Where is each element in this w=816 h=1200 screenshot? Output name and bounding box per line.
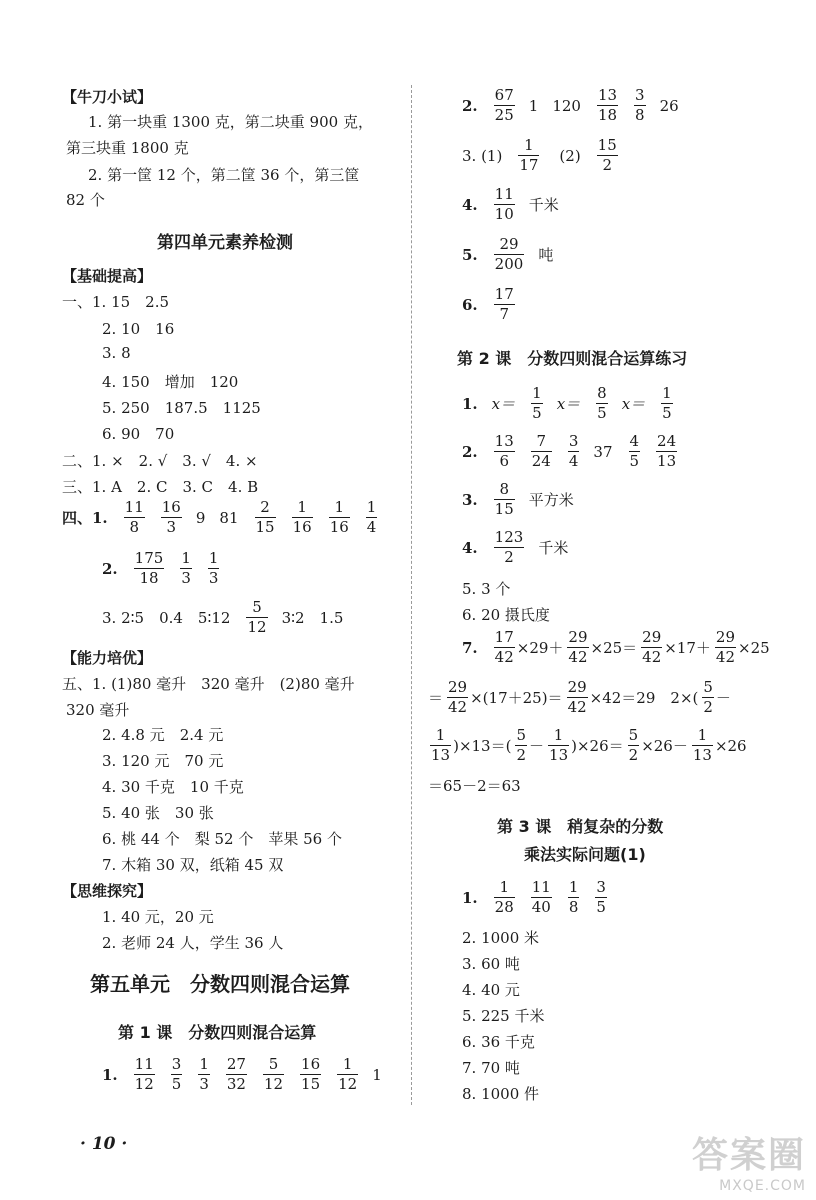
fraction (597, 88, 618, 123)
fraction (366, 500, 378, 535)
fraction (656, 434, 677, 469)
fraction (494, 482, 515, 517)
numerator: 1 (199, 1055, 209, 1073)
l3-answer-7: 7. 70 吨 (462, 1059, 520, 1077)
numerator: 13 (597, 86, 618, 104)
r-answer-4: 4. $\frac{11}{10}$ 千米 (462, 185, 559, 223)
value: ×26 (714, 736, 747, 755)
fraction (567, 680, 588, 715)
fraction (494, 187, 515, 222)
denominator: 8 (568, 898, 579, 916)
try-header: 【牛刀小试】 (62, 88, 153, 106)
denominator: 5 (597, 404, 607, 422)
numerator: 16 (301, 1055, 321, 1073)
denominator: 18 (139, 569, 159, 587)
numerator: 5 (703, 678, 713, 696)
try-answer-2-cont: 82 个 (66, 191, 105, 209)
l3-answer-1: 1. $\frac{1}{28}$ $\frac{11}{40}$ $\frac{1}{8}$ $\frac{3}{5}$ (462, 880, 635, 915)
numerator: 5 (628, 726, 639, 744)
l2-answer-4: 4. $\frac{123}{2}$ 千米 (462, 528, 569, 566)
l2-answer-6: 6. 20 摄氏度 (462, 606, 550, 624)
denominator: 15 (255, 518, 275, 536)
numerator: 5 (246, 600, 267, 618)
l3-answer-6: 6. 36 千克 (462, 1033, 535, 1051)
basic-1-4: 4. 150 增加 120 (102, 373, 239, 391)
fraction (198, 1057, 210, 1092)
r-answer-2: 2. $\frac{67}{25}$ 1 120 $\frac{13}{18}$ $\frac{3}{8}$ 26 (462, 88, 707, 123)
fraction (702, 680, 714, 715)
fraction (329, 500, 350, 535)
numerator: 1 (208, 549, 219, 567)
watermark-logo (692, 1127, 806, 1194)
try-answer-1-cont: 第三块重 1800 克 (66, 139, 189, 157)
denominator: 3 (181, 569, 191, 587)
fraction (548, 728, 569, 763)
value: )×13＝( (453, 737, 512, 755)
lesson2-title: 第 2 课 分数四则混合运算练习 (457, 349, 688, 368)
expression (492, 630, 772, 665)
denominator: 5 (662, 404, 672, 422)
value: 26 (659, 96, 679, 115)
think-2: 2. 老师 24 人，学生 36 人 (102, 934, 284, 952)
denominator: 32 (226, 1075, 246, 1093)
fraction (134, 551, 165, 586)
denominator: 3 (166, 518, 177, 536)
think-header: 【思维探究】 (62, 882, 153, 900)
fraction (595, 880, 607, 915)
fraction-list (492, 880, 621, 915)
value: － (529, 737, 545, 755)
denominator: 2 (602, 156, 612, 174)
fraction (518, 138, 539, 173)
fraction (494, 880, 515, 915)
fraction (161, 500, 182, 535)
denominator: 8 (129, 518, 139, 536)
numerator: 7 (531, 434, 552, 452)
numerator: 29 (448, 678, 468, 696)
numerator: 5 (516, 726, 527, 744)
numerator: 29 (567, 678, 587, 696)
fraction (246, 600, 267, 635)
numerator: 11 (531, 878, 551, 896)
fraction (515, 728, 527, 763)
basic-1-3: 3. 8 (102, 344, 131, 362)
numerator: 16 (161, 498, 181, 516)
denominator: 10 (494, 205, 514, 223)
numerator: 17 (494, 628, 514, 646)
denominator: 25 (494, 106, 514, 124)
denominator: 42 (715, 648, 736, 666)
fraction (629, 434, 641, 469)
numerator: 123 (494, 528, 524, 546)
fraction (292, 500, 313, 535)
numerator: 3 (568, 432, 579, 450)
numerator: 15 (597, 136, 617, 154)
numerator: 1 (568, 878, 579, 896)
r-answer-5: 5. $\frac{29}{200}$ 吨 (462, 235, 554, 273)
numerator: 1 (292, 500, 313, 518)
denominator: 2 (516, 746, 527, 764)
denominator: 200 (494, 255, 524, 273)
unit5-title: 第五单元 分数四则混合运算 (90, 972, 350, 996)
denominator: 28 (494, 898, 514, 916)
fraction-list (132, 551, 234, 586)
denominator: 24 (531, 452, 551, 470)
ability-5-6: 6. 桃 44 个 梨 52 个 苹果 56 个 (102, 830, 342, 848)
numerator: 1 (548, 728, 569, 746)
column-divider (411, 85, 412, 1105)
numerator: 1 (181, 549, 191, 567)
fraction (171, 1057, 183, 1092)
denominator: 42 (494, 648, 514, 666)
fraction (494, 237, 525, 272)
fraction (226, 1057, 247, 1092)
denominator: 13 (431, 746, 451, 764)
value: ×42＝29 2×( (589, 689, 699, 707)
numerator: 3 (596, 878, 606, 896)
fraction (715, 630, 736, 665)
basic-3: 三、1. A 2. C 3. C 4. B (62, 478, 259, 496)
fraction-list (122, 500, 392, 535)
denominator: 4 (366, 518, 377, 536)
fraction (337, 1057, 358, 1092)
l3-answer-2: 2. 1000 米 (462, 929, 540, 947)
fraction (641, 630, 662, 665)
numerator: 67 (494, 86, 514, 104)
basic-4-2: 2. $\frac{175}{18}$ $\frac{1}{3}$ $\frac{1}{3}$ (102, 551, 247, 586)
lesson1-answer-1: 1. $\frac{11}{12}$ $\frac{3}{5}$ $\frac{1}{3}$ $\frac{27}{32}$ $\frac{5}{12}$ $\frac{16}{15}$ $\frac{1}{12}$ 1 (102, 1057, 410, 1092)
l2-answer-7-line3 (428, 728, 763, 763)
numerator: 24 (657, 432, 677, 450)
ability-5-1-cont: 320 毫升 (66, 701, 130, 719)
expression (428, 680, 733, 715)
denominator: 42 (448, 698, 468, 716)
numerator: 1 (662, 384, 672, 402)
fraction (180, 551, 192, 586)
numerator: 1 (518, 138, 539, 156)
value: ×(17＋25)＝ (470, 689, 563, 707)
numerator: 1 (329, 500, 350, 518)
fraction (692, 728, 713, 763)
numerator: 11 (494, 185, 514, 203)
page-number: · 10 · (80, 1134, 128, 1154)
fraction (134, 1057, 155, 1092)
ability-5-3: 3. 120 元 70 元 (102, 752, 224, 770)
value: 1 (528, 96, 539, 115)
basic-4-3: 3. 2∶5 0.4 5∶12 $\frac{5}{12}$ 3∶2 1.5 (102, 598, 344, 636)
numerator: 13 (494, 432, 514, 450)
fraction (661, 386, 673, 421)
denominator: 5 (171, 1075, 182, 1093)
denominator: 15 (494, 500, 514, 518)
value: ×25 (738, 638, 770, 657)
ability-header: 【能力培优】 (62, 649, 153, 667)
numerator: 29 (642, 628, 662, 646)
numerator: 1 (430, 728, 451, 746)
value: 120 (552, 96, 581, 115)
fraction (531, 386, 543, 421)
denominator: 8 (635, 106, 645, 124)
fraction (568, 434, 580, 469)
l2-answer-7-line2 (428, 680, 747, 715)
value: 9 (195, 508, 206, 527)
numerator: 8 (597, 384, 607, 402)
ability-5-2: 2. 4.8 元 2.4 元 (102, 726, 224, 744)
value: )×26＝ (571, 737, 624, 755)
numerator: 29 (494, 237, 525, 255)
basic-1-1: 一、1. 15 2.5 (62, 293, 170, 311)
denominator: 7 (499, 305, 509, 323)
value: ＝ (428, 689, 444, 707)
basic-1-2: 2. 10 16 (102, 320, 175, 338)
denominator: 2 (628, 746, 639, 764)
try-answer-2: 2. 第一筐 12 个，第二筐 36 个，第三筐 (88, 166, 360, 184)
fraction (494, 434, 515, 469)
numerator: 3 (635, 86, 645, 104)
denominator: 13 (657, 452, 677, 470)
value: ×29＋ (516, 639, 564, 657)
fraction (494, 88, 515, 123)
numerator: 4 (629, 432, 640, 450)
fraction (494, 287, 515, 322)
denominator: 13 (692, 746, 712, 764)
value: － (715, 689, 731, 707)
denominator: 18 (597, 106, 618, 124)
denominator: 5 (532, 404, 542, 422)
ability-5-4: 4. 30 千克 10 千克 (102, 778, 244, 796)
denominator: 6 (499, 452, 509, 470)
denominator: 12 (338, 1075, 358, 1093)
fraction-list (132, 1057, 396, 1092)
try-answer-1: 1. 第一块重 1300 克，第二块重 900 克， (88, 113, 373, 131)
denominator: 40 (531, 898, 551, 916)
denominator: 42 (567, 698, 587, 716)
fraction (597, 138, 618, 173)
fraction (124, 500, 145, 535)
numerator: 1 (366, 498, 377, 516)
ability-5-5: 5. 40 张 30 张 (102, 804, 214, 822)
l2-answer-1: 1. x＝ $\frac{1}{5}$ x＝ $\frac{8}{5}$ x＝ $\frac{1}{5}$ (462, 384, 672, 422)
numerator: 29 (568, 628, 588, 646)
value: ×17＋ (664, 639, 711, 657)
fraction-list (492, 434, 691, 469)
denominator: 42 (568, 648, 588, 666)
numerator: 1 (692, 728, 713, 746)
fraction (596, 386, 608, 421)
numerator: 29 (715, 628, 736, 646)
l2-answer-7-line1: 7. $\frac{17}{42}$ ×29＋ $\frac{29}{42}$ ×25＝ $\frac{29}{42}$ ×17＋ $\frac{29}{42}$ ×25 (462, 628, 770, 666)
fraction (263, 1057, 284, 1092)
denominator: 17 (519, 156, 539, 174)
l3-answer-4: 4. 40 元 (462, 981, 520, 999)
watermark-url: MXQE.COM (719, 1178, 806, 1194)
denominator: 3 (199, 1075, 209, 1093)
l2-answer-5: 5. 3 个 (462, 580, 511, 598)
denominator: 2 (504, 548, 514, 566)
fraction (494, 630, 515, 665)
value: 37 (593, 442, 613, 461)
denominator: 16 (329, 518, 349, 536)
basic-1-5: 5. 250 187.5 1125 (102, 399, 261, 417)
numerator: 3 (171, 1055, 182, 1073)
numerator: 11 (124, 498, 144, 516)
ability-5-7: 7. 木箱 30 双，纸箱 45 双 (102, 856, 284, 874)
value: ×25＝ (590, 639, 638, 657)
numerator: 17 (494, 285, 514, 303)
denominator: 2 (703, 698, 713, 716)
numerator: 1 (494, 880, 515, 898)
unit4-title: 第四单元素养检测 (157, 233, 293, 253)
fraction (634, 88, 646, 123)
denominator: 16 (292, 518, 312, 536)
think-1: 1. 40 元，20 元 (102, 908, 214, 926)
fraction (494, 530, 525, 565)
denominator: 4 (568, 452, 579, 470)
numerator: 1 (532, 384, 542, 402)
denominator: 13 (549, 746, 569, 764)
numerator: 27 (226, 1055, 246, 1073)
l2-answer-3: 3. $\frac{8}{15}$ 平方米 (462, 480, 574, 518)
r-answer-3: 3. (1) $\frac{1}{17}$ (2) $\frac{15}{2}$ (462, 136, 617, 174)
watermark-text: 答案圈 (691, 1135, 806, 1176)
fraction (531, 434, 552, 469)
numerator: 8 (494, 482, 515, 500)
basic-2: 二、1. × 2. √ 3. √ 4. × (62, 452, 258, 470)
l2-answer-7-line4: ＝65－2＝63 (428, 777, 521, 795)
fraction (208, 551, 220, 586)
fraction (447, 680, 468, 715)
denominator: 12 (134, 1075, 154, 1093)
denominator: 5 (629, 452, 640, 470)
l3-answer-3: 3. 60 吨 (462, 955, 520, 973)
denominator: 12 (247, 618, 267, 636)
fraction (430, 728, 451, 763)
r-answer-6: 6. $\frac{17}{7}$ (462, 285, 514, 323)
value: 81 (219, 508, 239, 527)
fraction (567, 630, 588, 665)
basic-header: 【基础提高】 (62, 267, 153, 285)
fraction-list (492, 88, 693, 123)
value: ×26－ (641, 737, 688, 755)
fraction (300, 1057, 321, 1092)
ability-5-1: 五、1. (1)80 毫升 320 毫升 (2)80 毫升 (62, 675, 355, 693)
lesson3-title: 第 3 课 稍复杂的分数 (497, 817, 664, 836)
l2-answer-2: 2. $\frac{13}{6}$ $\frac{7}{24}$ $\frac{3}{4}$ 37 $\frac{4}{5}$ $\frac{24}{13}$ (462, 434, 705, 469)
value: 1 (372, 1065, 382, 1084)
l3-answer-5: 5. 225 千米 (462, 1007, 545, 1025)
denominator: 12 (263, 1075, 284, 1093)
l3-answer-8: 8. 1000 件 (462, 1085, 540, 1103)
denominator: 15 (301, 1075, 321, 1093)
lesson3-subtitle: 乘法实际问题(1) (524, 845, 646, 864)
fraction (568, 880, 580, 915)
numerator: 2 (255, 500, 276, 518)
numerator: 175 (134, 549, 164, 567)
denominator: 5 (596, 898, 606, 916)
basic-1-6: 6. 90 70 (102, 425, 175, 443)
denominator: 3 (208, 569, 219, 587)
numerator: 11 (134, 1055, 154, 1073)
fraction (628, 728, 640, 763)
denominator: 42 (642, 648, 662, 666)
expression (428, 728, 749, 763)
numerator: 5 (263, 1057, 284, 1075)
lesson1-title: 第 1 课 分数四则混合运算 (118, 1023, 317, 1042)
basic-4-1: 四、1. $\frac{11}{8}$ $\frac{16}{3}$ 9 81 $\frac{2}{15}$ $\frac{1}{16}$ $\frac{1}{16}$ $\frac{1}{4}$ (62, 500, 405, 535)
fraction (531, 880, 552, 915)
fraction (255, 500, 276, 535)
numerator: 1 (337, 1057, 358, 1075)
